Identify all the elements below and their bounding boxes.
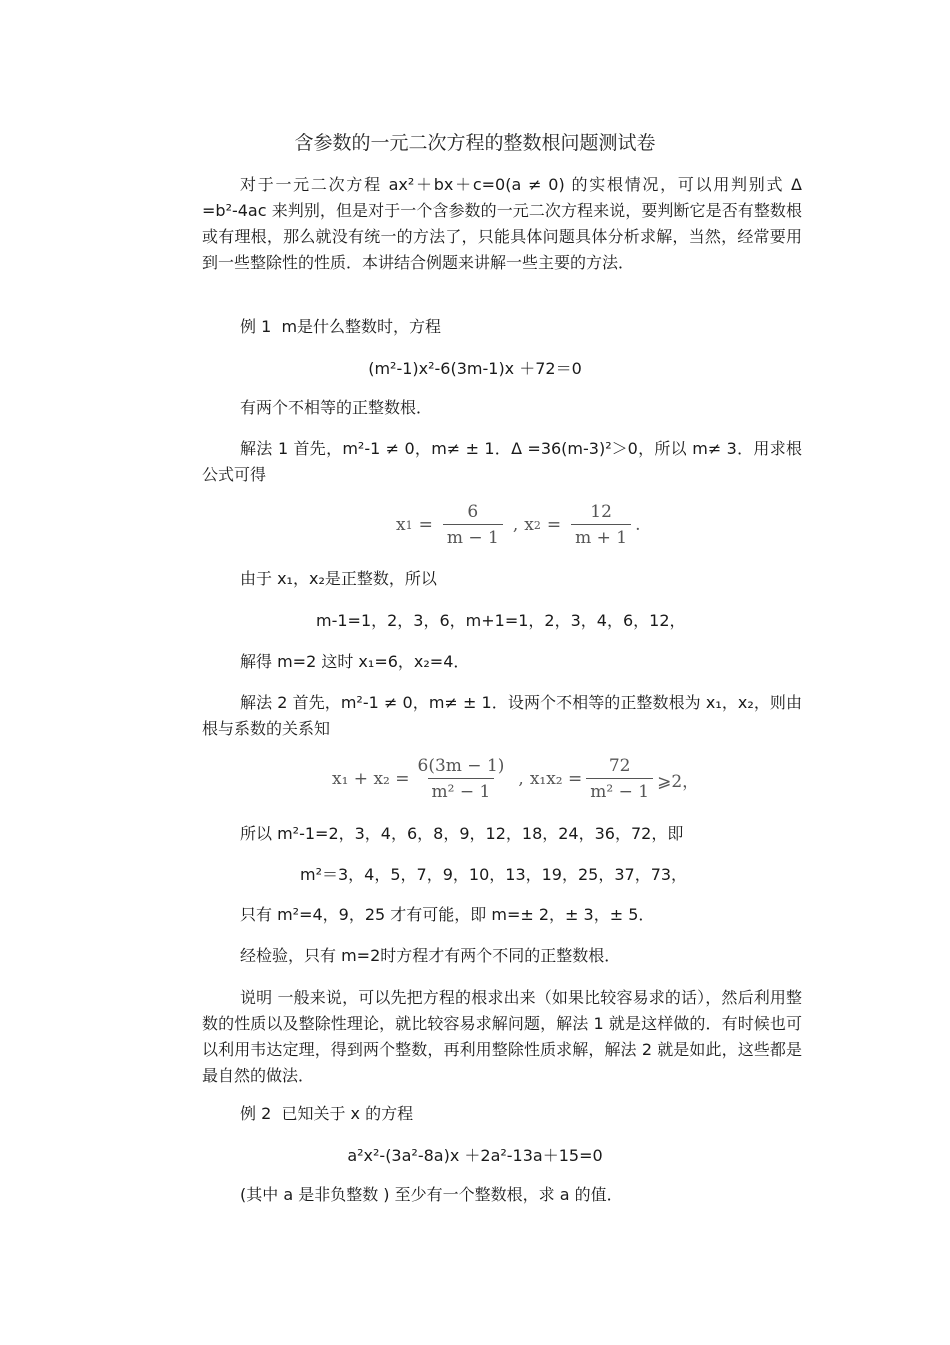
sum-denominator: m² − 1 [428, 778, 495, 802]
m-value-list: m-1=1，2，3，6，m+1=1，2，3，4，6，12， [316, 611, 686, 630]
product-fraction [586, 756, 653, 802]
vieta-formula: x₁ + x₂ = $\frac{6(3m - 1)}{\text{m² − 1}}$ , x₁x₂ = $\frac{72}{\text{m² − 1}}$ ⩾2， [332, 756, 700, 802]
example2-condition: (其中 a 是非负整数 ) 至少有一个整数根，求 a 的值． [240, 1185, 623, 1204]
x1-fraction [443, 502, 503, 548]
sum-numerator: 6(3m − 1) [417, 756, 505, 776]
x2-fraction [571, 502, 631, 548]
product-tail: ⩾2， [657, 771, 700, 792]
example2-equation: a²x²-(3a²-8a)x ＋2a²-13a＋15=0 [347, 1146, 603, 1165]
product-numerator: 72 [608, 756, 631, 776]
x1-label: x [396, 515, 406, 535]
solution1-result: 解得 m=2 这时 x₁=6，x₂=4． [240, 652, 470, 671]
intro-paragraph: 对于一元二次方程 ax²＋bx＋c=0(a ≠ 0) 的实根情况，可以用判别式 Δ =b²-4ac 来判别，但是对于一个含参数的一元二次方程来说，要判断它是否有整数根或有理根，那么就没有统一的方法了，只能具体问题具体分析求解，当然，经常要用到一些整除性的性质．本讲结合例题来讲解一些主要的方法． [202, 175, 802, 272]
m2-value-list: m²＝3，4，5，7，9，10，13，19，25，37，73， [300, 865, 688, 884]
example2-heading: 例 2 已知关于 x 的方程 [240, 1104, 414, 1123]
x2-label: x [524, 515, 534, 535]
example1-heading: 例 1 m是什么整数时，方程 [240, 317, 442, 336]
sum-fraction [414, 756, 509, 802]
solution1-text: 解法 1 首先，m²-1 ≠ 0，m≠ ± 1．Δ =36(m-3)²＞0，所以 m≠ 3．用求根公式可得 [202, 439, 802, 484]
explanation-note: 说明 一般来说，可以先把方程的根求出来（如果比较容易求的话），然后利用整数的性质以及整除性理论，就比较容易求解问题，解法 1 就是这样做的．有时候也可以利用韦达定理，得到两个整数，再利用整除性质求解，解法 2 就是如此，这些都是最自然的做法． [202, 988, 802, 1085]
example1-condition: 有两个不相等的正整数根． [240, 398, 433, 417]
x1-denominator: m − 1 [443, 524, 503, 548]
x1-numerator: 6 [467, 502, 479, 522]
x1-subscript: 1 [405, 518, 413, 532]
verification-statement: 经检验，只有 m=2时方程才有两个不同的正整数根． [240, 946, 621, 965]
example1-equation: (m²-1)x²-6(3m-1)x ＋72＝0 [368, 359, 582, 378]
page-title: 含参数的一元二次方程的整数根问题测试卷 [294, 132, 656, 154]
since-positive-integers: 由于 x₁，x₂是正整数，所以 [240, 569, 437, 588]
solution2-text: 解法 2 首先，m²-1 ≠ 0，m≠ ± 1．设两个不相等的正整数根为 x₁，x₂，则由根与系数的关系知 [202, 693, 802, 738]
x2-numerator: 12 [590, 502, 612, 522]
only-possible-values: 只有 m²=4，9，25 才有可能，即 m=± 2，± 3，± 5． [240, 905, 655, 924]
product-lhs: x₁x₂ = [529, 769, 583, 789]
x2-subscript: 2 [533, 518, 541, 532]
solution1-root-formula: x 1 = $\frac{6}{m - 1}$ , x 2 = $\frac{12}{m + 1}$ . [396, 502, 641, 548]
product-denominator: m² − 1 [586, 778, 653, 802]
x2-denominator: m + 1 [571, 524, 631, 548]
sum-lhs: x₁ + x₂ = [332, 769, 410, 789]
so-m2-minus-1-list: 所以 m²-1=2，3，4，6，8，9，12，18，24，36，72，即 [240, 824, 684, 843]
